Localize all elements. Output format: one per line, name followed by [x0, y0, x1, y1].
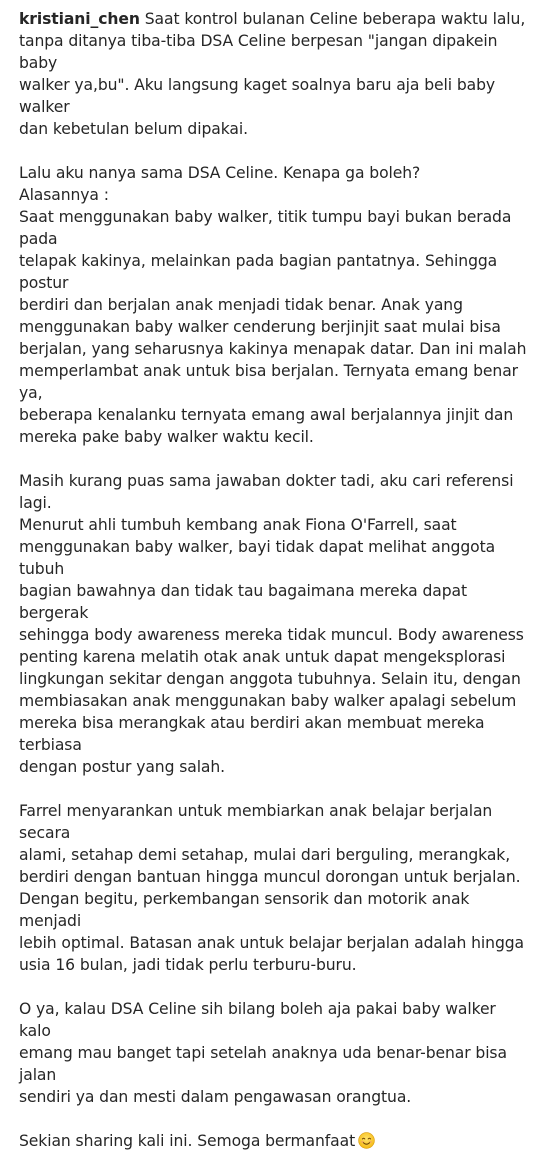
caption-line: O ya, kalau DSA Celine sih bilang boleh aja pakai baby walker kalo: [19, 1000, 496, 1040]
caption-line: berdiri dengan bantuan hingga muncul dorongan untuk berjalan.: [19, 868, 521, 886]
caption-paragraph-advice: [19, 800, 528, 976]
caption-line: Lalu aku nanya sama DSA Celine. Kenapa ga boleh?: [19, 164, 421, 182]
caption-line: Masih kurang puas sama jawaban dokter tadi, aku cari referensi lagi.: [19, 472, 514, 512]
caption-line: dan kebetulan belum dipakai.: [19, 120, 248, 138]
caption-line: emang mau banget tapi setelah anaknya uda benar-benar bisa jalan: [19, 1044, 507, 1084]
caption-line: membiasakan anak menggunakan baby walker apalagi sebelum: [19, 692, 517, 710]
caption-paragraph-reference: [19, 470, 528, 778]
caption-line: usia 16 bulan, jadi tidak perlu terburu-buru.: [19, 956, 357, 974]
caption-line: kristiani_chen Saat kontrol bulanan Celine beberapa waktu lalu,: [19, 10, 526, 28]
caption-line: menggunakan baby walker, bayi tidak dapat melihat anggota tubuh: [19, 538, 496, 578]
caption-paragraph-reason: [19, 162, 528, 448]
caption-line: mereka pake baby walker waktu kecil.: [19, 428, 314, 446]
caption-line: sendiri ya dan mesti dalam pengawasan orangtua.: [19, 1088, 412, 1106]
caption-line: Dengan begitu, perkembangan sensorik dan motorik anak menjadi: [19, 890, 470, 930]
caption-line: bagian bawahnya dan tidak tau bagaimana mereka dapat bergerak: [19, 582, 467, 622]
caption-line: Sekian sharing kali ini. Semoga bermanfaat: [19, 1132, 356, 1150]
caption-line: alami, setahap demi setahap, mulai dari berguling, merangkak,: [19, 846, 511, 864]
caption-line: lebih optimal. Batasan anak untuk belajar berjalan adalah hingga: [19, 934, 524, 952]
caption-line: sehingga body awareness mereka tidak muncul. Body awareness: [19, 626, 524, 644]
caption-line: menggunakan baby walker cenderung berjinjit saat mulai bisa: [19, 318, 501, 336]
username-link[interactable]: kristiani_chen: [19, 10, 140, 28]
caption-line: telapak kakinya, melainkan pada bagian pantatnya. Sehingga postur: [19, 252, 498, 292]
caption-line: dengan postur yang salah.: [19, 758, 226, 776]
caption-line: mereka bisa merangkak atau berdiri akan membuat mereka terbiasa: [19, 714, 485, 754]
caption-line: Alasannya :: [19, 186, 109, 204]
caption-intro: [19, 8, 528, 140]
caption-line: walker ya,bu". Aku langsung kaget soalnya baru aja beli baby walker: [19, 76, 496, 116]
caption-closing: [19, 1130, 528, 1152]
caption-line: berdiri dan berjalan anak menjadi tidak benar. Anak yang: [19, 296, 463, 314]
caption-line: berjalan, yang seharusnya kakinya menapak datar. Dan ini malah: [19, 340, 527, 358]
smiling-face-emoji-icon: [358, 1132, 375, 1149]
caption-line: beberapa kenalanku ternyata emang awal berjalannya jinjit dan: [19, 406, 514, 424]
caption-paragraph-note: [19, 998, 528, 1108]
caption-line: penting karena melatih otak anak untuk dapat mengeksplorasi: [19, 648, 506, 666]
caption-line: tanpa ditanya tiba-tiba DSA Celine berpesan "jangan dipakein baby: [19, 32, 498, 72]
caption-line: lingkungan sekitar dengan anggota tubuhnya. Selain itu, dengan: [19, 670, 521, 688]
caption-line: memperlambat anak untuk bisa berjalan. Ternyata emang benar ya,: [19, 362, 518, 402]
caption-line: Farrel menyarankan untuk membiarkan anak belajar berjalan secara: [19, 802, 493, 842]
caption-line: Saat menggunakan baby walker, titik tumpu bayi bukan berada pada: [19, 208, 512, 248]
caption-line: Menurut ahli tumbuh kembang anak Fiona O'Farrell, saat: [19, 516, 457, 534]
